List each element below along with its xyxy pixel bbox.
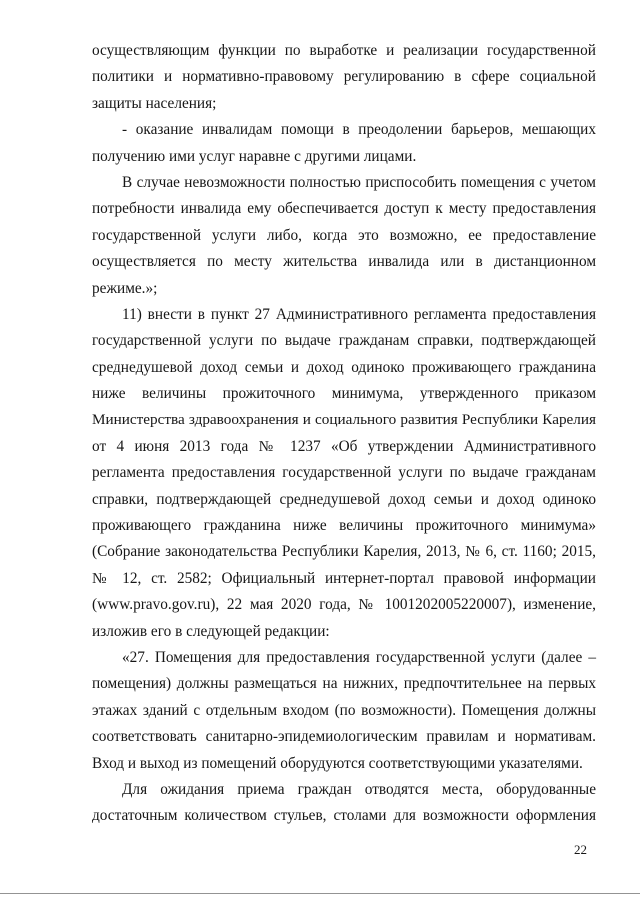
text-line: В случае невозможности полностью приспособить помещения с учетом [122, 173, 596, 191]
text-line: Министерства здравоохранения и социального развития Республики Карелия [92, 411, 596, 429]
text-line: (www.pravo.gov.ru), 22 мая 2020 года, № 1001202005220007), изменение, [92, 596, 596, 614]
text-line: ниже величины прожиточного минимума, утвержденного приказом [92, 385, 596, 403]
text-line: Для ожидания приема граждан отводятся места, оборудованные [122, 780, 596, 798]
text-line: получению ими услуг наравне с другими лицами. [92, 147, 417, 165]
text-line: осуществляется по месту жительства инвалида или в дистанционном [92, 253, 596, 271]
document-body [92, 38, 596, 830]
text-line: режиме.»; [92, 279, 158, 297]
text-line: 11) внести в пункт 27 Административного регламента предоставления [122, 305, 596, 323]
text-line: Вход и выход из помещений оборудуются соответствующими указателями. [92, 754, 583, 772]
page-number: 22 [574, 842, 587, 857]
scan-edge-divider [0, 893, 640, 894]
text-line: № 12, ст. 2582; Официальный интернет-портал правовой информации [92, 569, 596, 587]
text-line: регламента предоставления государственной услуги по выдаче гражданам [92, 464, 596, 482]
paragraph-waiting [92, 777, 596, 830]
text-line: справки, подтверждающей среднедушевой доход семьи и доход одиноко [92, 490, 596, 508]
text-line: защиты населения; [92, 94, 217, 112]
text-line: государственной услуги либо, когда это возможно, ее предоставление [92, 226, 596, 244]
text-line: среднедушевой доход семьи и доход одиноко проживающего гражданина [92, 358, 596, 376]
text-line: «27. Помещения для предоставления государственной услуги (далее – [122, 648, 596, 666]
text-line: политики и нормативно-правовому регулированию в сфере социальной [92, 68, 596, 86]
text-line: помещения) должны размещаться на нижних, предпочтительнее на первых [92, 675, 596, 693]
text-line: проживающего гражданина ниже величины прожиточного минимума» [92, 517, 596, 535]
paragraph-item-11 [92, 302, 596, 645]
paragraph-point-27 [92, 645, 596, 777]
text-line: потребности инвалида ему обеспечивается доступ к месту предоставления [92, 200, 596, 218]
text-line: соответствовать санитарно-эпидемиологическим правилам и нормативам. [92, 728, 596, 746]
text-line: государственной услуги по выдаче гражданам справки, подтверждающей [92, 332, 596, 350]
text-line: осуществляющим функции по выработке и реализации государственной [92, 42, 596, 59]
paragraph-assistance [92, 117, 596, 170]
text-line: изложив его в следующей редакции: [92, 622, 330, 640]
text-line: (Собрание законодательства Республики Карелия, 2013, № 6, ст. 1160; 2015, [92, 543, 596, 561]
text-line: этажах зданий с отдельным входом (по возможности). Помещения должны [92, 701, 596, 719]
text-line: от 4 июня 2013 года № 1237 «Об утверждении Административного [92, 437, 596, 455]
text-line: достаточным количеством стульев, столами для возможности оформления [92, 807, 596, 825]
text-line: - оказание инвалидам помощи в преодолении барьеров, мешающих [122, 121, 596, 139]
paragraph-impossibility [92, 170, 596, 302]
paragraph-continuation [92, 38, 596, 117]
